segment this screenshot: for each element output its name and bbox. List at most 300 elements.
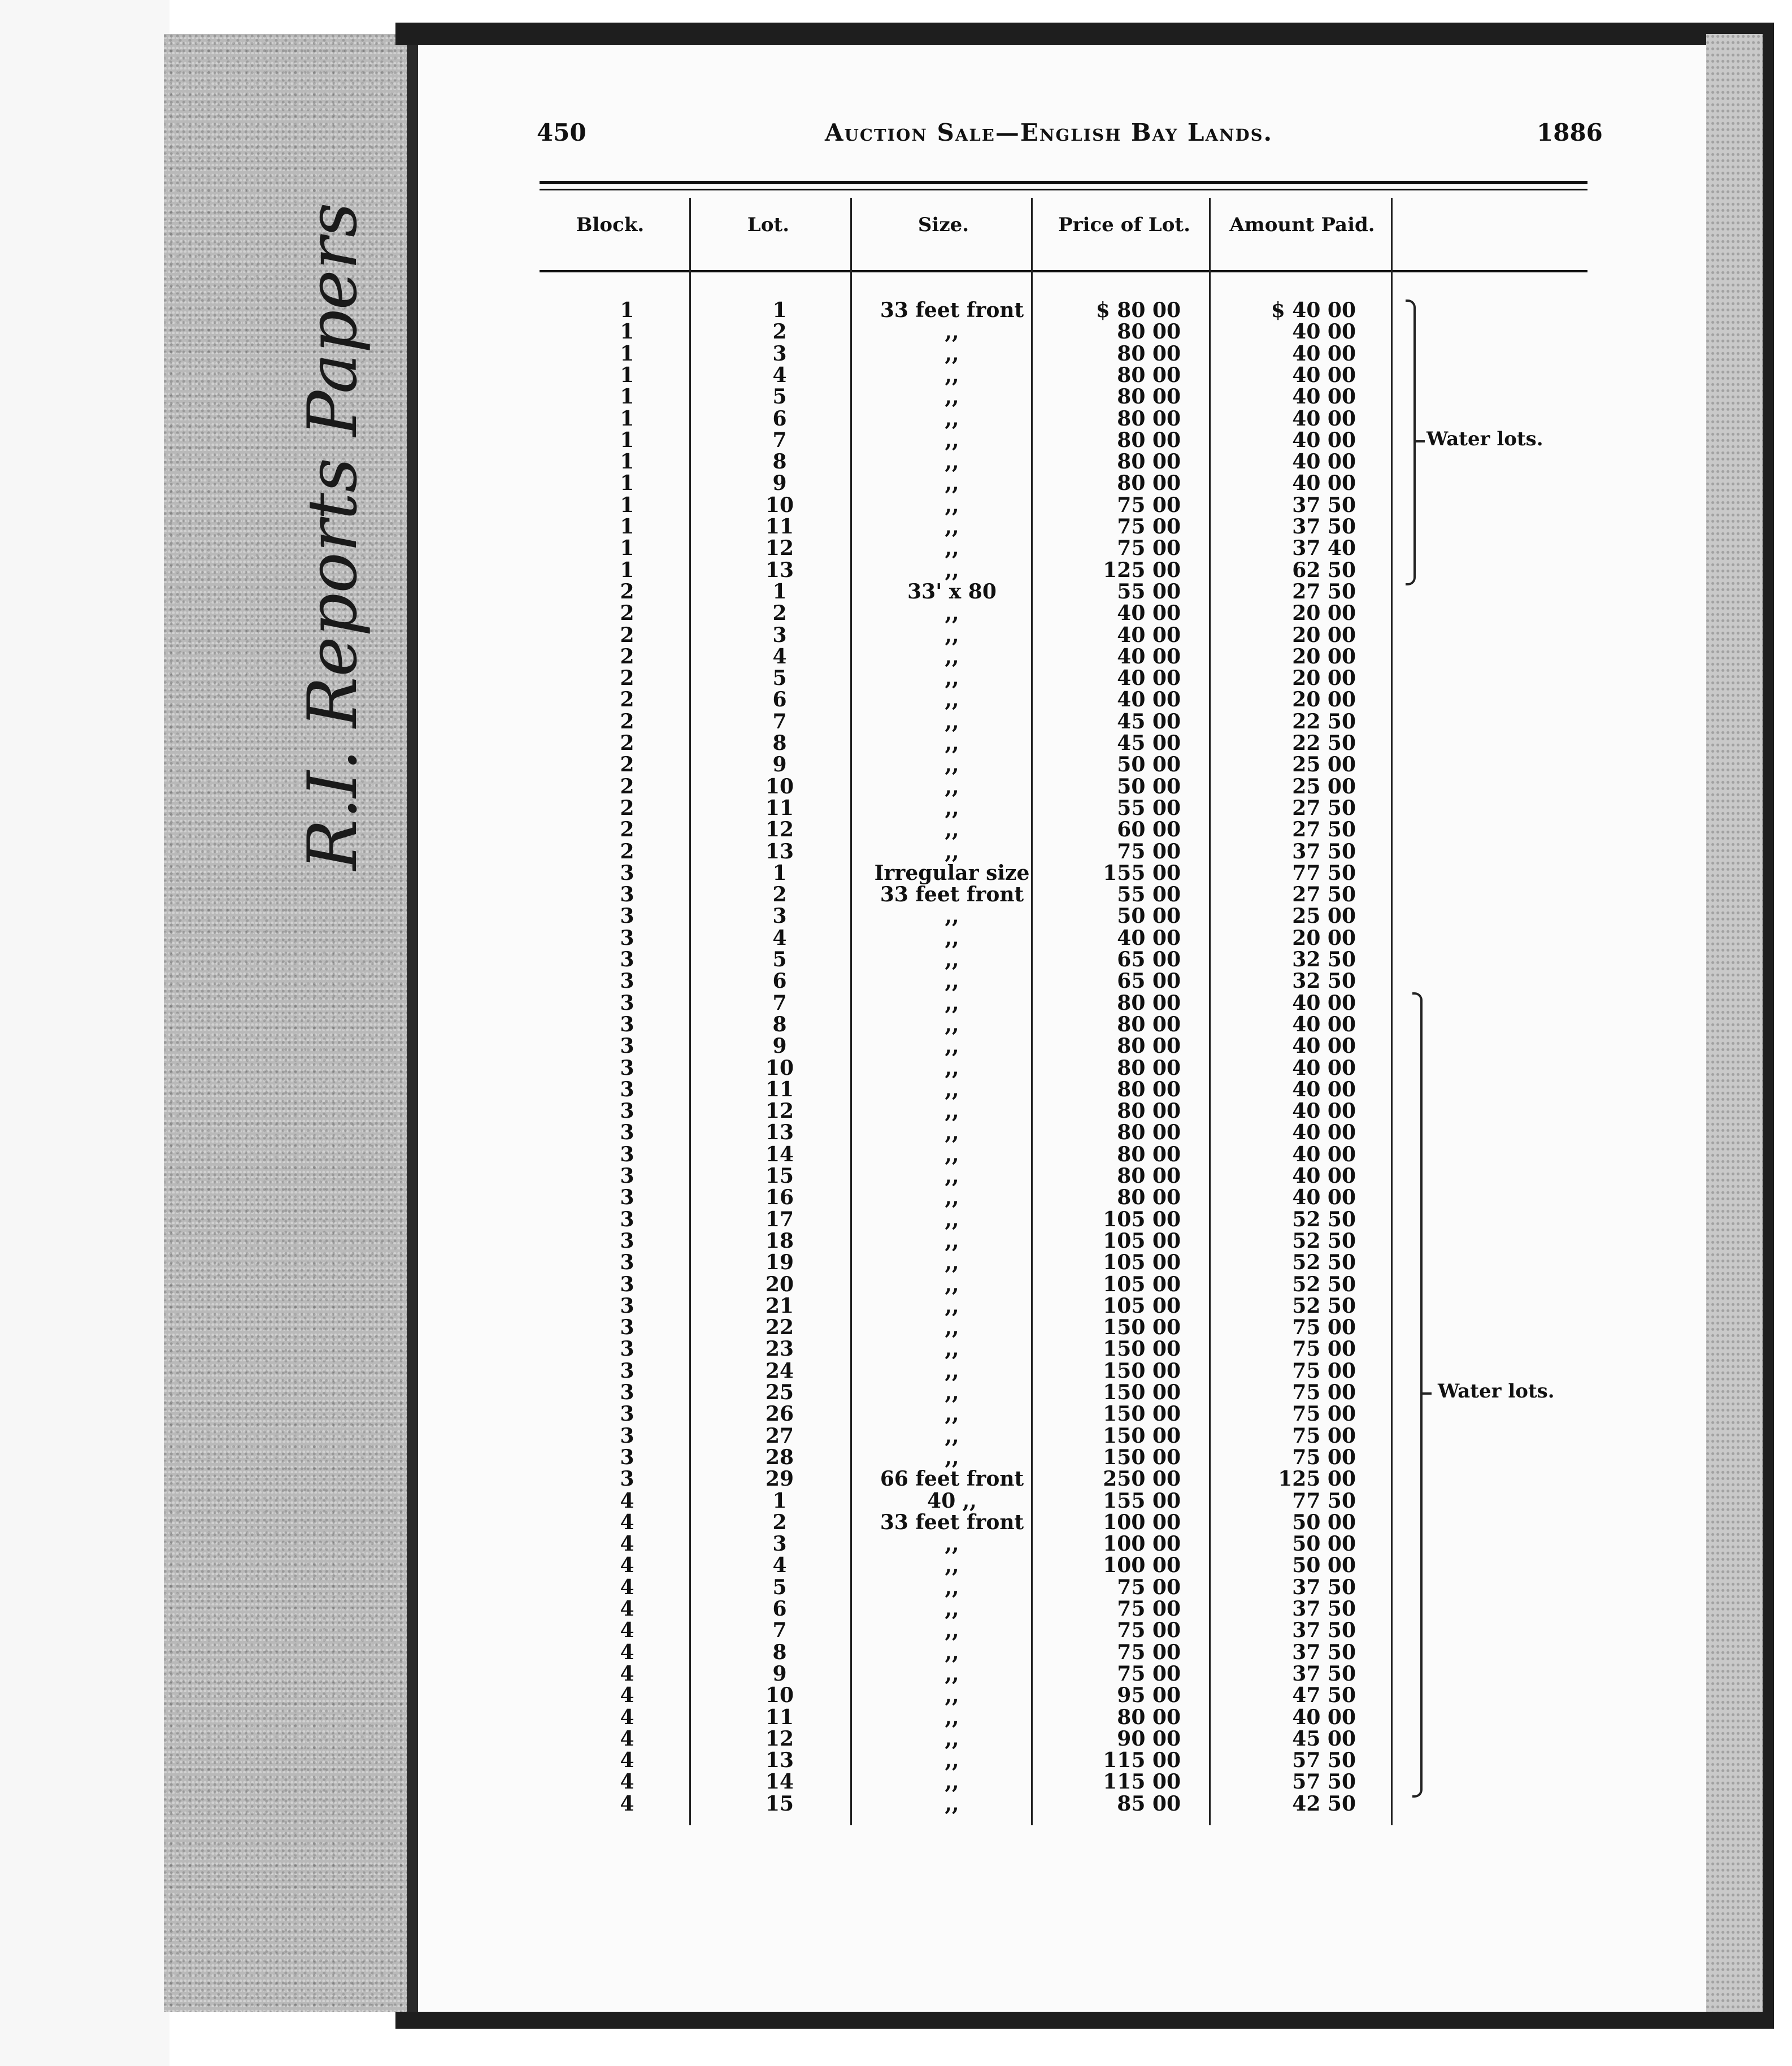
size-cell: ,, xyxy=(945,1445,959,1469)
block-cell: 3 xyxy=(620,1099,634,1123)
lot-cell: 19 xyxy=(765,1251,794,1275)
block-cell: 3 xyxy=(620,861,634,885)
price-cell: 75 00 xyxy=(1117,1640,1181,1664)
size-cell: ,, xyxy=(945,1294,959,1318)
lot-cell: 12 xyxy=(765,1726,794,1751)
amount-paid-cell: 27 50 xyxy=(1292,883,1356,907)
price-cell: 150 00 xyxy=(1103,1337,1181,1361)
amount-paid-cell: 40 00 xyxy=(1292,341,1356,366)
lot-cell: 6 xyxy=(772,1597,787,1621)
lot-cell: 12 xyxy=(765,1099,794,1123)
remark-brace-tip xyxy=(1416,440,1425,442)
block-cell: 3 xyxy=(620,1337,634,1361)
amount-paid-cell: 32 50 xyxy=(1292,948,1356,971)
price-cell: 80 00 xyxy=(1117,1121,1181,1145)
size-cell: ,, xyxy=(945,1770,959,1794)
price-cell: 80 00 xyxy=(1117,1012,1181,1036)
price-cell: 40 00 xyxy=(1117,666,1181,691)
block-cell: 3 xyxy=(620,926,634,950)
size-cell: ,, xyxy=(945,536,959,561)
price-cell: 75 00 xyxy=(1117,839,1181,863)
amount-paid-cell: 40 00 xyxy=(1292,428,1356,452)
price-cell: 80 00 xyxy=(1117,1142,1181,1166)
price-cell: 80 00 xyxy=(1117,385,1181,409)
lot-cell: 9 xyxy=(772,753,787,777)
amount-paid-cell: 75 00 xyxy=(1292,1316,1356,1340)
lot-cell: 11 xyxy=(765,1077,794,1101)
price-cell: 75 00 xyxy=(1117,536,1181,561)
amount-paid-cell: 47 50 xyxy=(1292,1683,1356,1708)
block-cell: 3 xyxy=(620,1186,634,1210)
block-cell: 1 xyxy=(620,428,634,452)
size-cell: ,, xyxy=(945,385,959,409)
remark-brace-tip xyxy=(1423,1392,1432,1395)
block-cell: 1 xyxy=(620,471,634,496)
spine-shadow xyxy=(407,34,418,2012)
size-cell: ,, xyxy=(945,1056,959,1080)
block-cell: 3 xyxy=(620,1402,634,1426)
price-cell: 80 00 xyxy=(1117,991,1181,1015)
lot-cell: 25 xyxy=(765,1381,794,1404)
lot-cell: 26 xyxy=(765,1402,794,1426)
price-cell: 105 00 xyxy=(1103,1251,1181,1275)
block-cell: 3 xyxy=(620,1034,634,1058)
amount-paid-cell: 75 00 xyxy=(1292,1337,1356,1361)
price-cell: 75 00 xyxy=(1117,1618,1181,1643)
size-cell: ,, xyxy=(945,1034,959,1058)
lot-cell: 7 xyxy=(772,1618,787,1643)
amount-paid-cell: 40 00 xyxy=(1292,1077,1356,1101)
price-cell: 80 00 xyxy=(1117,428,1181,452)
lot-cell: 24 xyxy=(765,1358,794,1383)
price-cell: 75 00 xyxy=(1117,1597,1181,1621)
size-cell: ,, xyxy=(945,558,959,582)
lot-cell: 6 xyxy=(772,969,787,993)
size-cell: ,, xyxy=(945,471,959,496)
lot-cell: 20 xyxy=(765,1272,794,1296)
amount-paid-cell: 40 00 xyxy=(1292,450,1356,474)
lot-cell: 13 xyxy=(765,1121,794,1145)
block-cell: 3 xyxy=(620,1381,634,1404)
size-cell: ,, xyxy=(945,1683,959,1708)
amount-paid-cell: 75 00 xyxy=(1292,1402,1356,1426)
price-cell: 150 00 xyxy=(1103,1381,1181,1404)
lot-cell: 10 xyxy=(765,1683,794,1708)
column-header-price: Price of Lot. xyxy=(1058,214,1190,236)
block-cell: 3 xyxy=(620,1251,634,1275)
price-cell: 40 00 xyxy=(1117,623,1181,647)
size-cell: ,, xyxy=(945,1272,959,1296)
amount-paid-cell: 20 00 xyxy=(1292,601,1356,626)
size-cell: ,, xyxy=(945,1337,959,1361)
block-cell: 2 xyxy=(620,601,634,626)
price-cell: 150 00 xyxy=(1103,1316,1181,1340)
price-cell: 125 00 xyxy=(1103,558,1181,582)
size-cell: ,, xyxy=(945,1791,959,1816)
lot-cell: 11 xyxy=(765,796,794,820)
block-cell: 3 xyxy=(620,1467,634,1491)
scan-border-right xyxy=(1763,34,1774,2012)
lot-cell: 10 xyxy=(765,493,794,517)
price-cell: 90 00 xyxy=(1117,1726,1181,1751)
price-cell: 40 00 xyxy=(1117,644,1181,669)
block-cell: 2 xyxy=(620,753,634,777)
column-header-paid: Amount Paid. xyxy=(1229,214,1375,236)
amount-paid-cell: 37 50 xyxy=(1292,839,1356,863)
column-header-size: Size. xyxy=(917,214,969,236)
block-cell: 3 xyxy=(620,1056,634,1080)
block-cell: 3 xyxy=(620,991,634,1015)
size-cell: ,, xyxy=(945,1597,959,1621)
block-cell: 1 xyxy=(620,493,634,517)
size-cell: ,, xyxy=(945,320,959,344)
price-cell: 150 00 xyxy=(1103,1445,1181,1469)
lot-cell: 3 xyxy=(772,623,787,647)
lot-cell: 18 xyxy=(765,1229,794,1253)
page-year: 1886 xyxy=(1537,119,1603,146)
block-cell: 3 xyxy=(620,1012,634,1036)
size-cell: ,, xyxy=(945,731,959,755)
lot-cell: 9 xyxy=(772,1034,787,1058)
lot-cell: 5 xyxy=(772,1575,787,1599)
column-header-block: Block. xyxy=(576,214,645,236)
amount-paid-cell: 25 00 xyxy=(1292,774,1356,798)
facing-page xyxy=(0,0,169,2066)
amount-paid-cell: $ 40 00 xyxy=(1271,298,1356,322)
size-cell: ,, xyxy=(945,1077,959,1101)
block-cell: 4 xyxy=(620,1791,634,1816)
amount-paid-cell: 37 50 xyxy=(1292,493,1356,517)
price-cell: 80 00 xyxy=(1117,450,1181,474)
amount-paid-cell: 27 50 xyxy=(1292,818,1356,842)
amount-paid-cell: 40 00 xyxy=(1292,385,1356,409)
price-cell: 45 00 xyxy=(1117,709,1181,733)
lot-cell: 29 xyxy=(765,1467,794,1491)
price-cell: 80 00 xyxy=(1117,406,1181,431)
price-cell: 150 00 xyxy=(1103,1358,1181,1383)
column-divider xyxy=(1391,198,1393,1825)
annotation-text: R.I. Reports Papers xyxy=(294,202,372,870)
price-cell: 105 00 xyxy=(1103,1294,1181,1318)
lot-cell: 1 xyxy=(772,579,787,604)
price-cell: 80 00 xyxy=(1117,1164,1181,1188)
price-cell: 65 00 xyxy=(1117,948,1181,971)
amount-paid-cell: 40 00 xyxy=(1292,320,1356,344)
amount-paid-cell: 37 50 xyxy=(1292,1618,1356,1643)
header-rule xyxy=(540,181,1587,184)
lot-cell: 5 xyxy=(772,385,787,409)
lot-cell: 10 xyxy=(765,1056,794,1080)
price-cell: 50 00 xyxy=(1117,753,1181,777)
lot-cell: 5 xyxy=(772,666,787,691)
amount-paid-cell: 37 50 xyxy=(1292,1575,1356,1599)
block-cell: 1 xyxy=(620,406,634,431)
amount-paid-cell: 77 50 xyxy=(1292,861,1356,885)
price-cell: 80 00 xyxy=(1117,1056,1181,1080)
lot-cell: 9 xyxy=(772,1661,787,1686)
block-cell: 1 xyxy=(620,450,634,474)
lot-cell: 13 xyxy=(765,839,794,863)
size-cell: ,, xyxy=(945,1640,959,1664)
amount-paid-cell: 20 00 xyxy=(1292,926,1356,950)
amount-paid-cell: 40 00 xyxy=(1292,1142,1356,1166)
size-cell: 40 ,, xyxy=(927,1488,977,1513)
price-cell: 55 00 xyxy=(1117,883,1181,907)
lot-cell: 1 xyxy=(772,298,787,322)
size-cell: ,, xyxy=(945,515,959,539)
price-cell: 100 00 xyxy=(1103,1532,1181,1556)
price-cell: 80 00 xyxy=(1117,1099,1181,1123)
block-cell: 3 xyxy=(620,1316,634,1340)
price-cell: 155 00 xyxy=(1103,861,1181,885)
amount-paid-cell: 20 00 xyxy=(1292,666,1356,691)
size-cell: ,, xyxy=(945,1121,959,1145)
lot-cell: 2 xyxy=(772,1510,787,1534)
amount-paid-cell: 20 00 xyxy=(1292,688,1356,712)
lot-cell: 21 xyxy=(765,1294,794,1318)
remark-label: Water lots. xyxy=(1426,427,1543,450)
lot-cell: 9 xyxy=(772,471,787,496)
handwritten-annotation xyxy=(220,202,372,893)
block-cell: 4 xyxy=(620,1597,634,1621)
block-cell: 2 xyxy=(620,839,634,863)
lot-cell: 22 xyxy=(765,1316,794,1340)
lot-cell: 7 xyxy=(772,428,787,452)
size-cell: ,, xyxy=(945,969,959,993)
block-cell: 2 xyxy=(620,688,634,712)
lot-cell: 5 xyxy=(772,948,787,971)
size-cell: ,, xyxy=(945,1553,959,1578)
size-cell: ,, xyxy=(945,341,959,366)
amount-paid-cell: 50 00 xyxy=(1292,1532,1356,1556)
lot-cell: 11 xyxy=(765,515,794,539)
price-cell: 80 00 xyxy=(1117,1077,1181,1101)
size-cell: ,, xyxy=(945,428,959,452)
amount-paid-cell: 37 50 xyxy=(1292,515,1356,539)
size-cell: ,, xyxy=(945,644,959,669)
amount-paid-cell: 40 00 xyxy=(1292,1121,1356,1145)
price-cell: 85 00 xyxy=(1117,1791,1181,1816)
block-cell: 4 xyxy=(620,1553,634,1578)
size-cell: ,, xyxy=(945,796,959,820)
block-cell: 1 xyxy=(620,558,634,582)
price-cell: 100 00 xyxy=(1103,1510,1181,1534)
block-cell: 1 xyxy=(620,298,634,322)
block-cell: 1 xyxy=(620,536,634,561)
lot-cell: 15 xyxy=(765,1791,794,1816)
lot-cell: 7 xyxy=(772,709,787,733)
size-cell: ,, xyxy=(945,406,959,431)
price-cell: 45 00 xyxy=(1117,731,1181,755)
amount-paid-cell: 40 00 xyxy=(1292,1099,1356,1123)
block-cell: 4 xyxy=(620,1661,634,1686)
size-cell: ,, xyxy=(945,363,959,387)
block-cell: 2 xyxy=(620,796,634,820)
block-cell: 1 xyxy=(620,341,634,366)
block-cell: 3 xyxy=(620,948,634,971)
block-cell: 2 xyxy=(620,818,634,842)
remark-label: Water lots. xyxy=(1438,1380,1555,1403)
amount-paid-cell: 50 00 xyxy=(1292,1510,1356,1534)
lot-cell: 3 xyxy=(772,1532,787,1556)
column-divider xyxy=(1209,198,1211,1825)
price-cell: 75 00 xyxy=(1117,493,1181,517)
size-cell: ,, xyxy=(945,666,959,691)
lot-cell: 1 xyxy=(772,861,787,885)
price-cell: 250 00 xyxy=(1103,1467,1181,1491)
size-cell: ,, xyxy=(945,1358,959,1383)
lot-cell: 8 xyxy=(772,1012,787,1036)
amount-paid-cell: 40 00 xyxy=(1292,991,1356,1015)
size-cell: ,, xyxy=(945,709,959,733)
amount-paid-cell: 52 50 xyxy=(1292,1251,1356,1275)
amount-paid-cell: 52 50 xyxy=(1292,1294,1356,1318)
lot-cell: 6 xyxy=(772,406,787,431)
column-divider xyxy=(689,198,691,1825)
block-cell: 1 xyxy=(620,385,634,409)
block-cell: 2 xyxy=(620,623,634,647)
scan-border-top xyxy=(395,23,1774,45)
amount-paid-cell: 40 00 xyxy=(1292,1056,1356,1080)
size-cell: ,, xyxy=(945,601,959,626)
size-cell: ,, xyxy=(945,1142,959,1166)
lot-cell: 23 xyxy=(765,1337,794,1361)
size-cell: ,, xyxy=(945,1012,959,1036)
lot-cell: 13 xyxy=(765,1748,794,1773)
price-cell: 100 00 xyxy=(1103,1553,1181,1578)
amount-paid-cell: 50 00 xyxy=(1292,1553,1356,1578)
size-cell: ,, xyxy=(945,1229,959,1253)
amount-paid-cell: 40 00 xyxy=(1292,471,1356,496)
lot-cell: 28 xyxy=(765,1445,794,1469)
block-cell: 3 xyxy=(620,1121,634,1145)
amount-paid-cell: 40 00 xyxy=(1292,406,1356,431)
amount-paid-cell: 57 50 xyxy=(1292,1770,1356,1794)
size-cell: ,, xyxy=(945,1532,959,1556)
price-cell: 150 00 xyxy=(1103,1402,1181,1426)
lot-cell: 12 xyxy=(765,818,794,842)
lot-cell: 17 xyxy=(765,1207,794,1231)
block-cell: 4 xyxy=(620,1705,634,1729)
block-cell: 4 xyxy=(620,1575,634,1599)
amount-paid-cell: 37 50 xyxy=(1292,1597,1356,1621)
lot-cell: 8 xyxy=(772,731,787,755)
size-cell: ,, xyxy=(945,1381,959,1404)
block-cell: 2 xyxy=(620,579,634,604)
size-cell: ,, xyxy=(945,839,959,863)
page-title: Auction Sale—English Bay Lands. xyxy=(825,119,1273,146)
lot-cell: 4 xyxy=(772,644,787,669)
amount-paid-cell: 27 50 xyxy=(1292,796,1356,820)
amount-paid-cell: 37 50 xyxy=(1292,1640,1356,1664)
amount-paid-cell: 22 50 xyxy=(1292,731,1356,755)
price-cell: 50 00 xyxy=(1117,774,1181,798)
lot-cell: 13 xyxy=(765,558,794,582)
size-cell: ,, xyxy=(945,1618,959,1643)
amount-paid-cell: 57 50 xyxy=(1292,1748,1356,1773)
amount-paid-cell: 75 00 xyxy=(1292,1445,1356,1469)
price-cell: 105 00 xyxy=(1103,1207,1181,1231)
size-cell: ,, xyxy=(945,688,959,712)
column-header-rule xyxy=(540,270,1587,272)
block-cell: 4 xyxy=(620,1640,634,1664)
block-cell: 3 xyxy=(620,1358,634,1383)
lot-cell: 7 xyxy=(772,991,787,1015)
amount-paid-cell: 37 40 xyxy=(1292,536,1356,561)
amount-paid-cell: 40 00 xyxy=(1292,1705,1356,1729)
block-cell: 1 xyxy=(620,320,634,344)
size-cell: ,, xyxy=(945,493,959,517)
size-cell: ,, xyxy=(945,623,959,647)
price-cell: 80 00 xyxy=(1117,1705,1181,1729)
block-cell: 2 xyxy=(620,666,634,691)
amount-paid-cell: 42 50 xyxy=(1292,1791,1356,1816)
price-cell: 105 00 xyxy=(1103,1272,1181,1296)
price-cell: 65 00 xyxy=(1117,969,1181,993)
lot-cell: 6 xyxy=(772,688,787,712)
lot-cell: 10 xyxy=(765,774,794,798)
price-cell: 75 00 xyxy=(1117,1661,1181,1686)
remark-brace xyxy=(1412,992,1423,1798)
block-cell: 2 xyxy=(620,709,634,733)
block-cell: 4 xyxy=(620,1726,634,1751)
block-cell: 4 xyxy=(620,1488,634,1513)
size-cell: ,, xyxy=(945,1423,959,1448)
size-cell: ,, xyxy=(945,1661,959,1686)
block-cell: 3 xyxy=(620,1229,634,1253)
amount-paid-cell: 75 00 xyxy=(1292,1381,1356,1404)
size-cell: ,, xyxy=(945,818,959,842)
size-cell: ,, xyxy=(945,1164,959,1188)
price-cell: 155 00 xyxy=(1103,1488,1181,1513)
size-cell: ,, xyxy=(945,774,959,798)
size-cell: ,, xyxy=(945,904,959,928)
size-cell: ,, xyxy=(945,753,959,777)
lot-cell: 11 xyxy=(765,1705,794,1729)
price-cell: 75 00 xyxy=(1117,1575,1181,1599)
price-cell: 60 00 xyxy=(1117,818,1181,842)
lot-cell: 1 xyxy=(772,1488,787,1513)
amount-paid-cell: 125 00 xyxy=(1278,1467,1356,1491)
size-cell: ,, xyxy=(945,1251,959,1275)
amount-paid-cell: 40 00 xyxy=(1292,1186,1356,1210)
size-cell: ,, xyxy=(945,1316,959,1340)
size-cell: ,, xyxy=(945,1705,959,1729)
size-cell: ,, xyxy=(945,1099,959,1123)
lot-cell: 8 xyxy=(772,450,787,474)
size-cell: 66 feet front xyxy=(880,1467,1024,1491)
amount-paid-cell: 40 00 xyxy=(1292,1012,1356,1036)
amount-paid-cell: 52 50 xyxy=(1292,1272,1356,1296)
amount-paid-cell: 22 50 xyxy=(1292,709,1356,733)
block-cell: 3 xyxy=(620,883,634,907)
price-cell: 115 00 xyxy=(1103,1748,1181,1773)
size-cell: 33' x 80 xyxy=(907,579,997,604)
size-cell: ,, xyxy=(945,1575,959,1599)
amount-paid-cell: 37 50 xyxy=(1292,1661,1356,1686)
price-cell: 75 00 xyxy=(1117,515,1181,539)
amount-paid-cell: 45 00 xyxy=(1292,1726,1356,1751)
amount-paid-cell: 27 50 xyxy=(1292,579,1356,604)
block-cell: 4 xyxy=(620,1770,634,1794)
lot-cell: 4 xyxy=(772,363,787,387)
size-cell: 33 feet front xyxy=(880,883,1024,907)
block-cell: 2 xyxy=(620,644,634,669)
price-cell: 80 00 xyxy=(1117,363,1181,387)
block-cell: 3 xyxy=(620,1445,634,1469)
price-cell: 80 00 xyxy=(1117,1186,1181,1210)
lot-cell: 4 xyxy=(772,926,787,950)
